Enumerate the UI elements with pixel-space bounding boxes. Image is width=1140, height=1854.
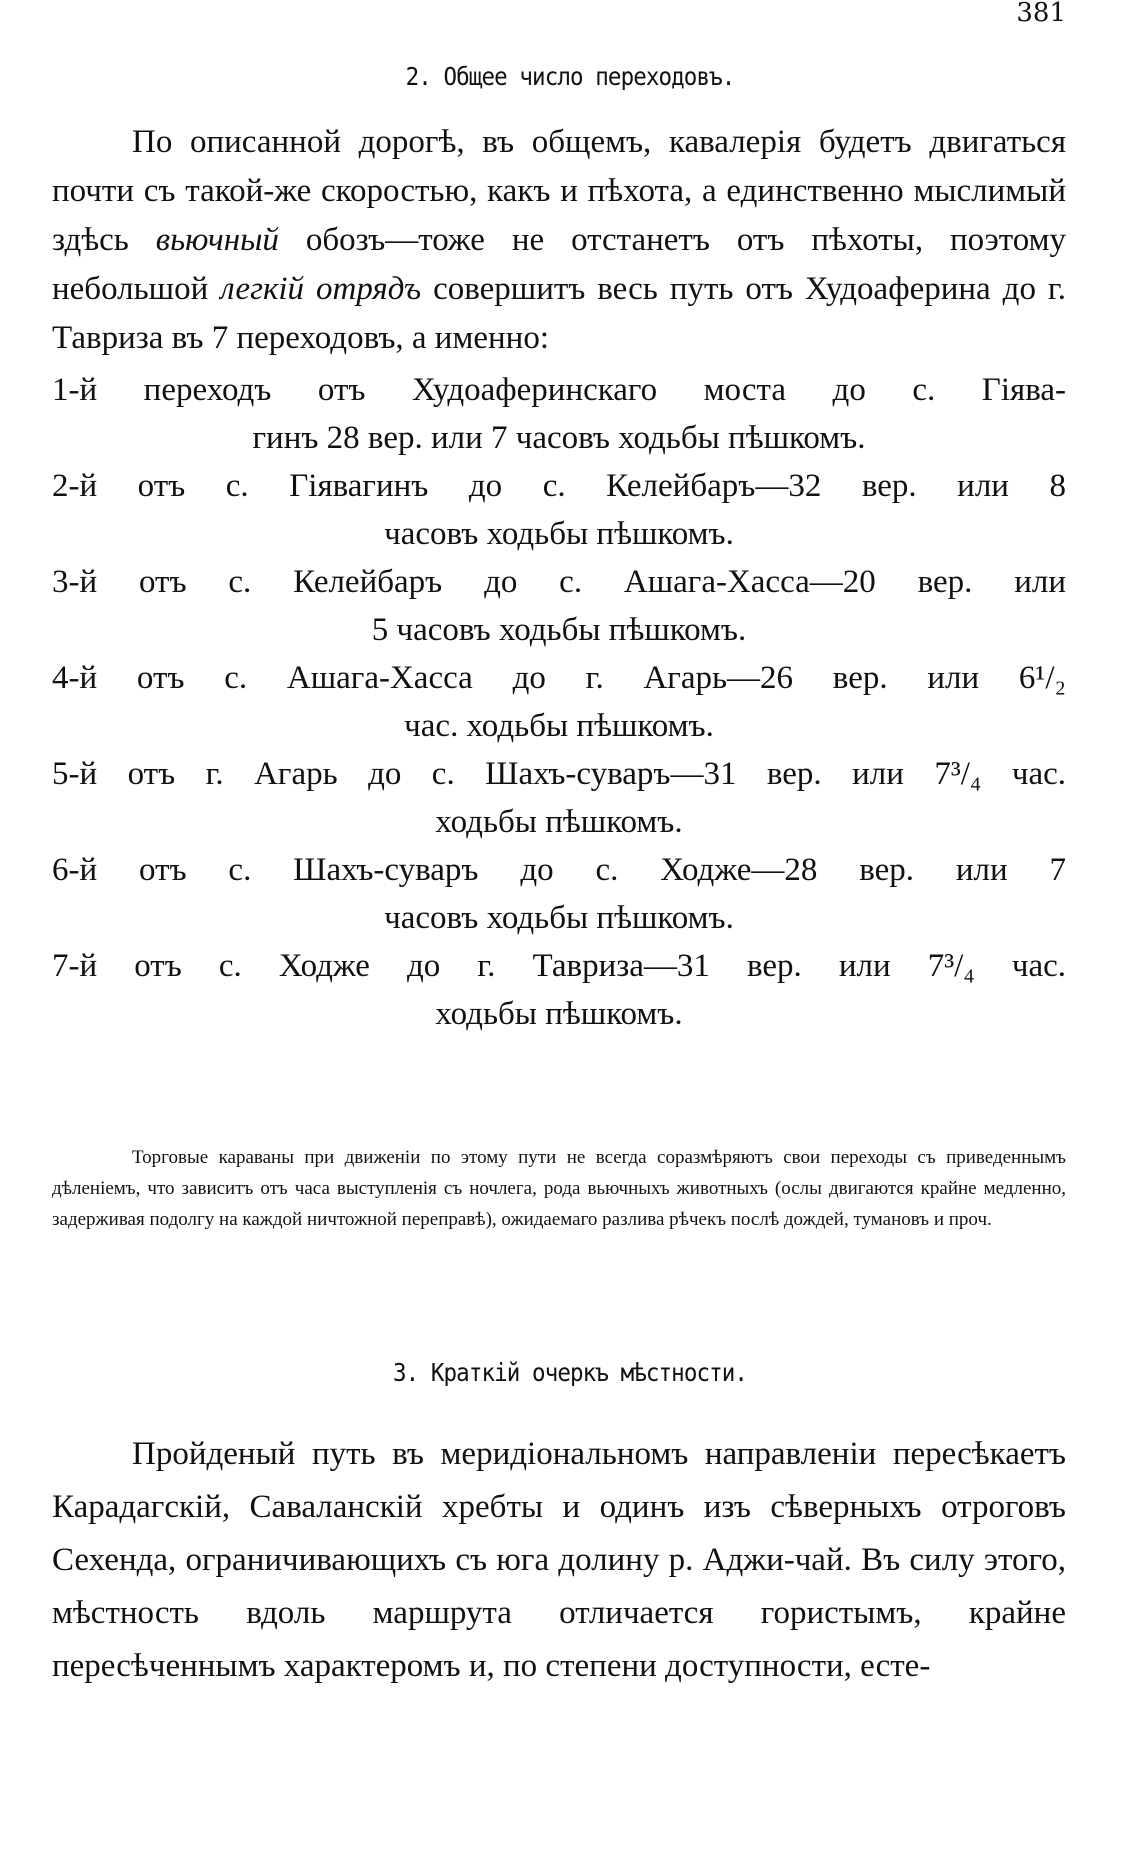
route-line: 2-й отъ с. Гіявагинъ до с. Келейбаръ—32 вер. или 8 bbox=[52, 468, 1066, 504]
route-item bbox=[52, 750, 1066, 846]
italic-term: легкій отрядъ bbox=[220, 271, 422, 307]
route-item bbox=[52, 366, 1066, 462]
section-heading-2: 2. Общее число переходовъ. bbox=[405, 62, 735, 91]
footnote-paragraph: Торговые караваны при движеніи по этому пути не всегда соразмѣряютъ свои переходы съ приведеннымъ дѣленіемъ, что зависитъ отъ часа выступленія съ ночлега, рода вьючныхъ животныхъ (ослы двигаются крайне медленно, задерживая подолгу на каждой ничтожной переправѣ), ожидаемаго разлива рѣчекъ послѣ дождей, тумановъ и проч. bbox=[52, 1147, 1066, 1230]
route-item bbox=[52, 462, 1066, 558]
route-line-continued: ходьбы пѣшкомъ. bbox=[435, 804, 683, 840]
route-item bbox=[52, 942, 1066, 1038]
route-line: 7-й отъ с. Ходже до г. Тавриза—31 вер. или 7³/₄ час. bbox=[52, 948, 1066, 984]
route-line-continued: часовъ ходьбы пѣшкомъ. bbox=[384, 900, 734, 936]
route-list bbox=[52, 366, 1066, 1038]
route-item bbox=[52, 654, 1066, 750]
page-number: 381 bbox=[1016, 0, 1066, 28]
section-2-paragraph bbox=[52, 118, 1066, 363]
paragraph-text: обозъ—тоже не отстанетъ отъ пѣхоты, поэтому небольшой bbox=[52, 222, 1066, 307]
route-line-continued: гинъ 28 вер. или 7 часовъ ходьбы пѣшкомъ. bbox=[252, 420, 866, 456]
route-item bbox=[52, 846, 1066, 942]
route-line: 3-й отъ с. Келейбаръ до с. Ашага-Хасса—20 вер. или bbox=[52, 564, 1066, 600]
route-line-continued: ходьбы пѣшкомъ. bbox=[435, 996, 683, 1032]
route-line: 5-й отъ г. Агарь до с. Шахъ-суваръ—31 вер. или 7³/₄ час. bbox=[52, 756, 1066, 792]
route-item bbox=[52, 558, 1066, 654]
route-line: 4-й отъ с. Ашага-Хасса до г. Агарь—26 вер. или 6¹/₂ bbox=[52, 660, 1066, 696]
italic-term: вьючный bbox=[155, 222, 279, 258]
route-line-continued: час. ходьбы пѣшкомъ. bbox=[404, 708, 714, 744]
section-heading-3: 3. Краткій очеркъ мѣстности. bbox=[392, 1358, 748, 1387]
route-line: 1-й переходъ отъ Худоаферинскаго моста до с. Гіява- bbox=[52, 372, 1066, 408]
route-line: 6-й отъ с. Шахъ-суваръ до с. Ходже—28 вер. или 7 bbox=[52, 852, 1066, 888]
paragraph-text: совершитъ весь путь отъ Худоаферина до г. Тавриза въ 7 переходовъ, а именно: bbox=[52, 271, 1066, 356]
route-line-continued: часовъ ходьбы пѣшкомъ. bbox=[384, 516, 734, 552]
paragraph-text: По описанной дорогѣ, въ общемъ, кавалерія будетъ двигаться почти съ такой-же скоростью, какъ и пѣхота, а единственно мыслимый здѣсь bbox=[52, 124, 1066, 258]
route-line-continued: 5 часовъ ходьбы пѣшкомъ. bbox=[371, 612, 747, 648]
section-3-paragraph: Пройденый путь въ меридіональномъ направленіи пересѣкаетъ Карадагскій, Саваланскій хребты и одинъ изъ сѣверныхъ отроговъ Сехенда, ограничивающихъ съ юга долину р. Аджи-чай. Въ силу этого, мѣстность вдоль маршрута отличается гористымъ, крайне пересѣченнымъ характеромъ и, по степени доступности, есте- bbox=[52, 1436, 1066, 1684]
